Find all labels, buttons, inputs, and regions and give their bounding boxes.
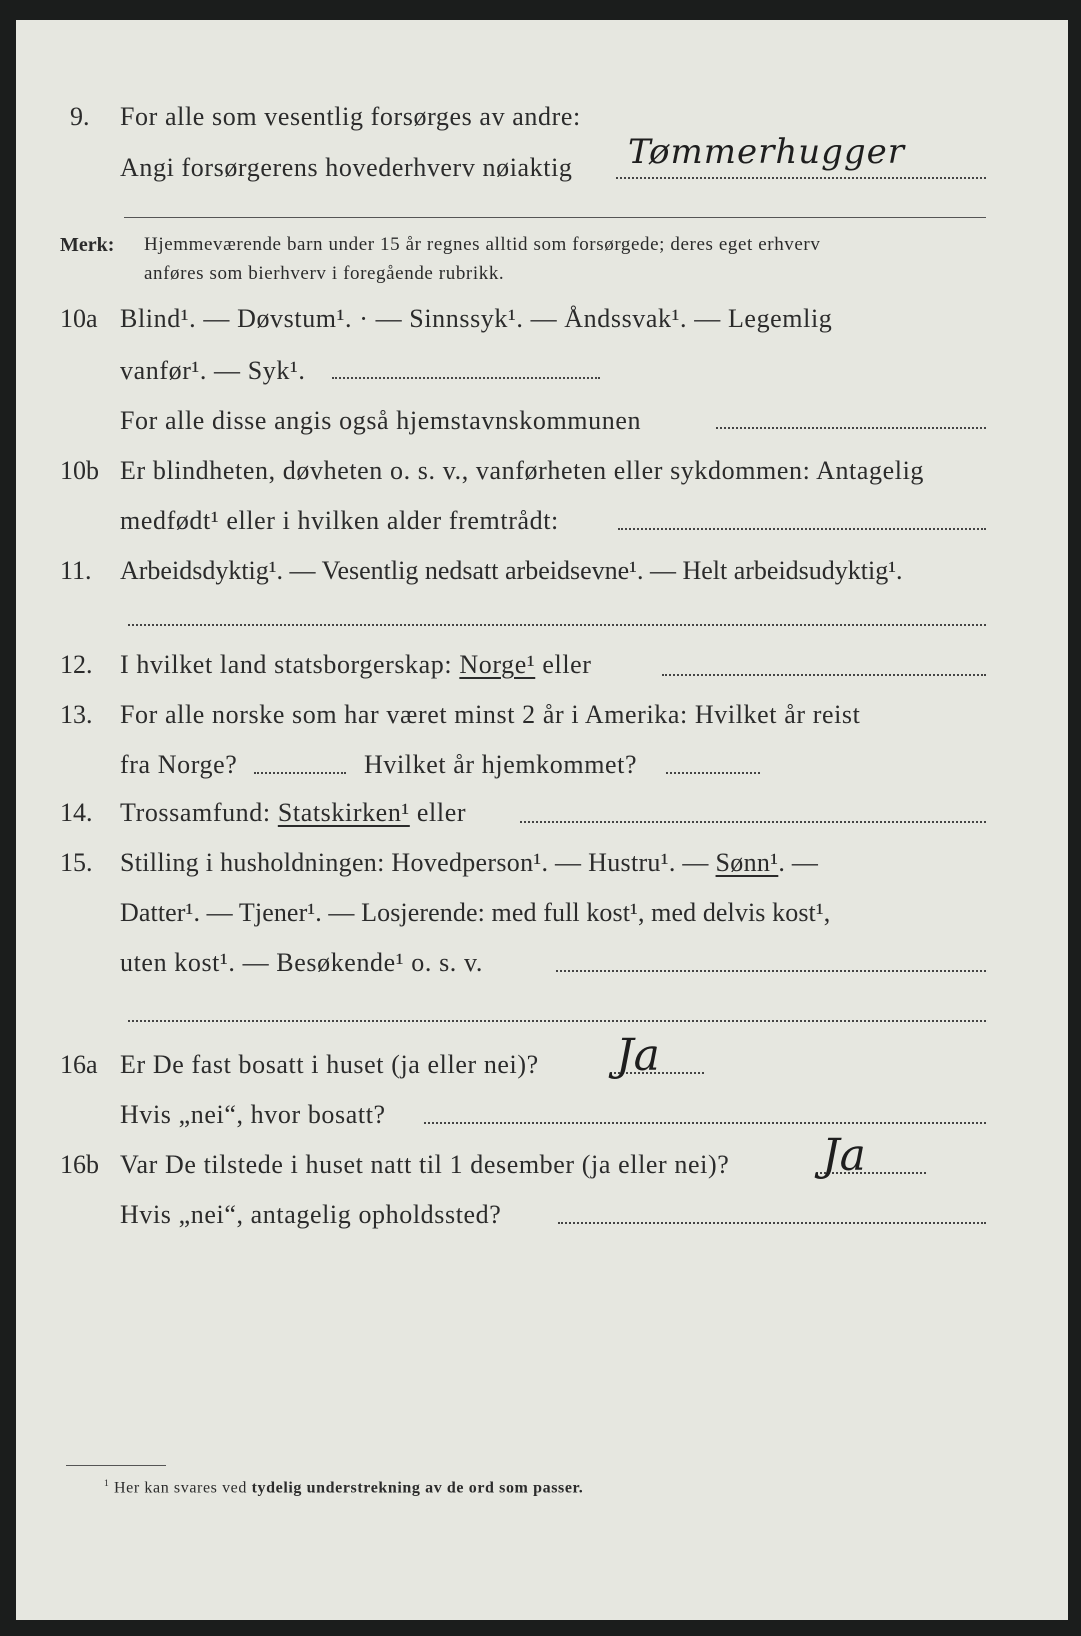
footnote-bold: tydelig understrekning av de ord som passer.: [251, 1479, 584, 1497]
q13-hjemkommet-line: [666, 772, 760, 774]
q10a-line3: For alle disse angis også hjemstavnskommunen: [120, 406, 642, 435]
q14-statskirken-underlined: Statskirken¹: [277, 798, 410, 827]
q9-number: 9.: [70, 102, 90, 131]
q12-number: 12.: [60, 650, 93, 679]
footnote: [104, 1478, 583, 1497]
q12-pre: I hvilket land statsborgerskap:: [120, 650, 453, 679]
q10b-answer-line: [618, 528, 986, 530]
q15-line1: [120, 848, 818, 878]
q14-pre: Trossamfund:: [120, 798, 271, 827]
q16b-line2: Hvis „nei“, antagelig opholdssted?: [120, 1200, 502, 1229]
q9-line2: Angi forsørgerens hovederhverv nøiaktig: [120, 153, 573, 182]
q13-line2a: fra Norge?: [120, 750, 238, 779]
q10a-syk-line: [332, 377, 600, 379]
q13-number: 13.: [60, 700, 93, 729]
q16a-number: 16a: [60, 1050, 98, 1079]
q15-answer-line: [556, 970, 986, 972]
merk-line1: Hjemmeværende barn under 15 år regnes alltid som forsørgede; deres eget erhverv: [144, 234, 821, 255]
q10b-line2: medfødt¹ eller i hvilken alder fremtrådt:: [120, 506, 559, 535]
merk-line2: anføres som bierhverv i foregående rubrikk.: [144, 263, 505, 284]
q16b-number: 16b: [60, 1150, 99, 1179]
q9-answer-text: Tømmerhugger: [628, 132, 906, 172]
q16a-handwritten-answer: [616, 1030, 660, 1081]
q12-norge-underlined: Norge¹: [459, 650, 536, 679]
q13-line1: For alle norske som har været minst 2 år i Amerika: Hvilket år reist: [120, 700, 861, 729]
q16b-handwritten-answer: [822, 1130, 866, 1181]
q9-answer-line: [616, 177, 986, 179]
q12-text: [120, 650, 592, 680]
q16a-line1: Er De fast bosatt i huset (ja eller nei)?: [120, 1050, 539, 1079]
q10b-number: 10b: [60, 456, 99, 485]
q15-line1-pre: Stilling i husholdningen: Hovedperson¹. — Hustru¹. —: [120, 848, 709, 877]
q16b-opholdssted-line: [558, 1222, 986, 1224]
q11-answer-line: [128, 624, 986, 626]
footnote-rule: [66, 1465, 166, 1466]
q15-line1-post: . —: [778, 848, 819, 877]
q13-reist-line: [254, 772, 346, 774]
q12-post: eller: [542, 650, 592, 679]
q9-line1: For alle som vesentlig forsørges av andre:: [120, 102, 581, 131]
q16a-bosatt-line: [424, 1122, 986, 1124]
q15-number: 15.: [60, 848, 93, 877]
q15-sonn-underlined: Sønn¹: [715, 848, 779, 877]
q9-divider: [124, 217, 986, 218]
footnote-mark: 1: [104, 1478, 110, 1489]
q10b-line1: Er blindheten, døvheten o. s. v., vanførheten eller sykdommen: Antagelig: [120, 456, 924, 485]
census-form-page: [16, 20, 1068, 1620]
q12-answer-line: [662, 674, 986, 676]
q9-handwritten-answer: [628, 132, 905, 172]
q15-line3: uten kost¹. — Besøkende¹ o. s. v.: [120, 948, 484, 977]
footnote-pre: Her kan svares ved: [114, 1479, 247, 1497]
q16b-answer-text: Ja: [822, 1130, 866, 1181]
q11-line1: Arbeidsdyktig¹. — Vesentlig nedsatt arbeidsevne¹. — Helt arbeidsudyktig¹.: [120, 556, 903, 585]
q16a-line2: Hvis „nei“, hvor bosatt?: [120, 1100, 386, 1129]
q10a-line1: Blind¹. — Døvstum¹. · — Sinnssyk¹. — Åndssvak¹. — Legemlig: [120, 304, 833, 333]
merk-label: Merk:: [60, 234, 115, 256]
q10a-number: 10a: [60, 304, 98, 333]
q14-answer-line: [520, 821, 986, 823]
q16a-answer-text: Ja: [616, 1030, 660, 1081]
q10a-line2: vanfør¹. — Syk¹.: [120, 356, 306, 385]
q15-line2: Datter¹. — Tjener¹. — Losjerende: med full kost¹, med delvis kost¹,: [120, 898, 831, 927]
q11-number: 11.: [60, 556, 92, 585]
q16b-line1: Var De tilstede i huset natt til 1 desember (ja eller nei)?: [120, 1150, 730, 1179]
q13-line2b: Hvilket år hjemkommet?: [364, 750, 638, 779]
q14-text: [120, 798, 466, 828]
q15-extra-line: [128, 1020, 986, 1022]
q10a-hjemstavn-line: [716, 427, 986, 429]
q14-post: eller: [416, 798, 467, 827]
q14-number: 14.: [60, 798, 93, 827]
